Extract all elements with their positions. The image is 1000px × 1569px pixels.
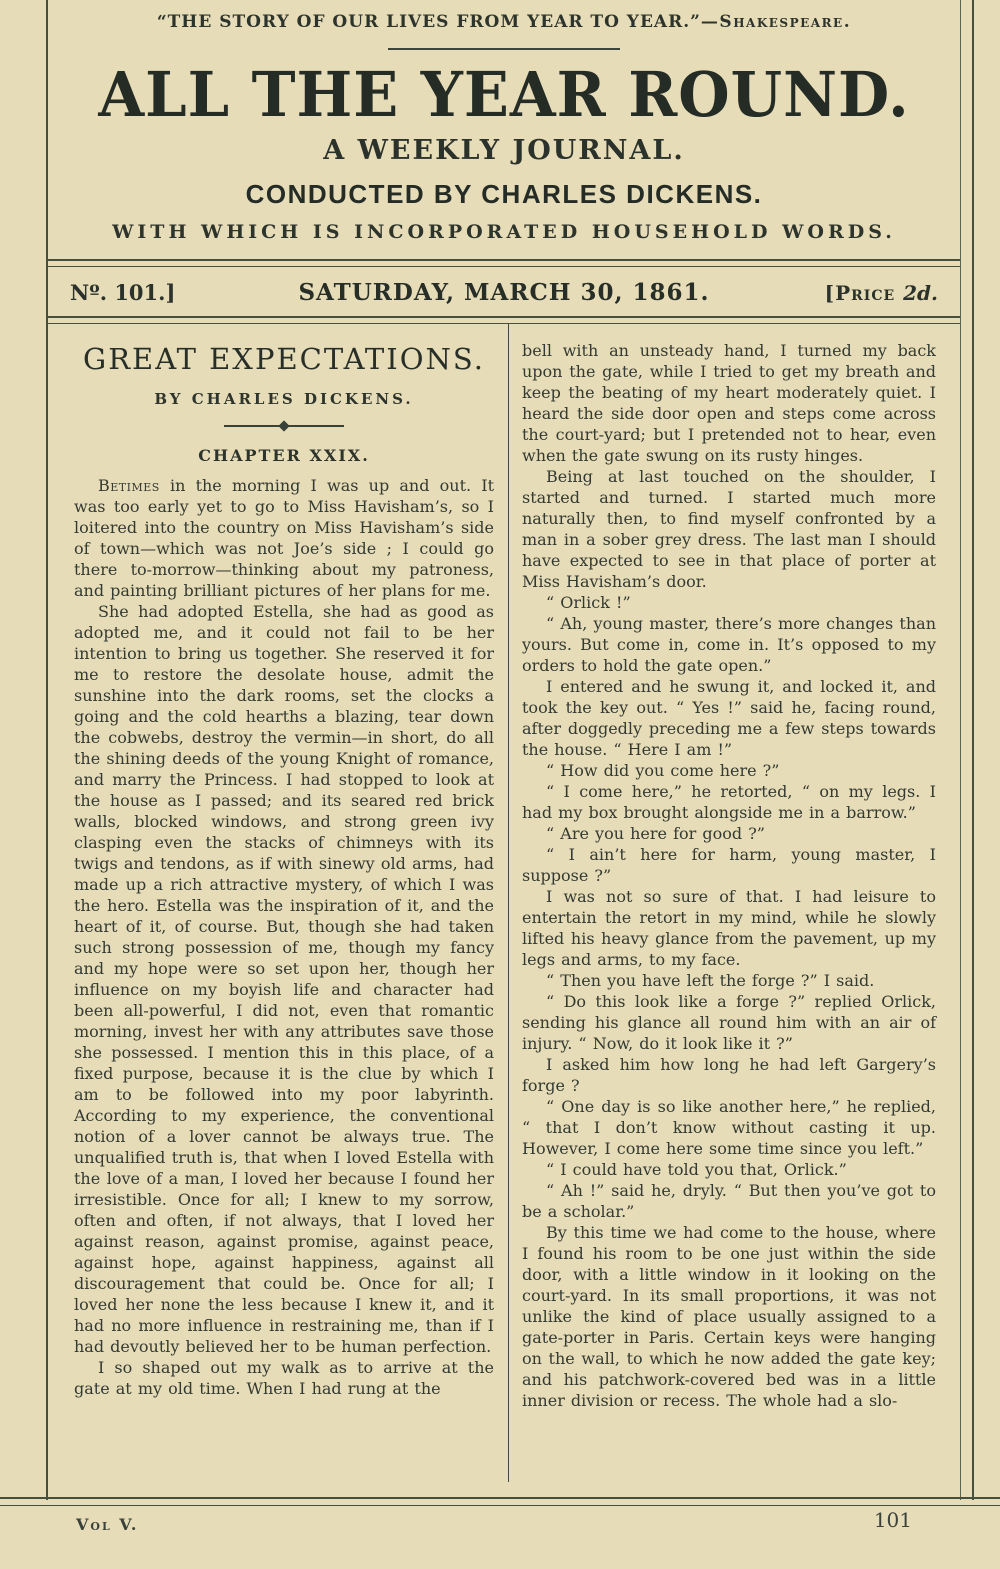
page-content <box>48 0 960 1482</box>
body-paragraph: “ One day is so like another here,” he replied, “ that I don’t know without casting it up. However, I come here some time since you left.” <box>522 1097 936 1158</box>
journal-subtitle: A WEEKLY JOURNAL. <box>323 135 685 166</box>
body-paragraph: bell with an unsteady hand, I turned my back upon the gate, while I tried to get my breath and keep the beating of my heart moderately quiet. I heard the side door open and steps come across the court-yard; but I pretended not to hear, even when the gate swung on its rusty hinges. <box>522 341 936 465</box>
conducted-by-line: CONDUCTED BY CHARLES DICKENS. <box>245 179 763 209</box>
right-frame-rule-outer <box>972 0 974 1500</box>
body-paragraph: “ Then you have left the forge ?” I said. <box>546 971 875 990</box>
price-value: 2d. <box>903 281 938 305</box>
issue-number: Nº. 101.] <box>70 280 176 305</box>
ornament-bar-left <box>224 425 282 427</box>
left-column-text <box>74 475 494 1399</box>
article-title: GREAT EXPECTATIONS. <box>83 342 485 376</box>
dateline <box>48 267 960 316</box>
diamond-icon <box>278 420 289 431</box>
body-paragraph: “ Ah !” said he, dryly. “ But then you’ve got to be a scholar.” <box>522 1181 936 1221</box>
right-frame-rule-inner <box>960 0 961 1500</box>
diamond-ornament <box>224 422 344 430</box>
footer-volume: Vol V. <box>76 1515 139 1534</box>
issue-date: SATURDAY, MARCH 30, 1861. <box>298 279 710 306</box>
body-paragraph: “ I could have told you that, Orlick.” <box>546 1160 847 1179</box>
ornament-bar-right <box>286 425 344 427</box>
right-column <box>508 324 960 1482</box>
price-label: [Price <box>824 281 904 305</box>
dateline-bottom-rule <box>48 316 960 324</box>
body-paragraph: I asked him how long he had left Gargery’s forge ? <box>522 1055 936 1095</box>
dateline-top-rule <box>48 259 960 267</box>
body-paragraph: “ Orlick !” <box>546 593 631 612</box>
body-paragraph: Betimes in the morning I was up and out. It was too early yet to go to Miss Havisham’s, so I loitered into the country on Miss Havisham’s side of town—which was not Joe’s side ; I could go there to-morrow—thinking about my patroness, and painting brilliant pictures of her plans for me. <box>74 476 494 600</box>
body-paragraph: “ Are you here for good ?” <box>546 824 765 843</box>
chapter-heading: CHAPTER XXIX. <box>198 446 370 465</box>
body-paragraph: I was not so sure of that. I had leisure to entertain the retort in my mind, while he slowly lifted his heavy glance from the pavement, up my legs and arms, to my face. <box>522 887 936 969</box>
body-paragraph: Being at last touched on the shoulder, I started and turned. I started much more naturally then, to find myself confronted by a man in a sober grey dress. The last man I should have expected to see in that place of porter at Miss Havisham’s door. <box>522 467 936 591</box>
body-paragraph: By this time we had come to the house, where I found his room to be one just within the side door, with a little window in it looking on the court-yard. In its small proportions, it was not unlike the kind of place usually assigned to a gate-porter in Paris. Certain keys were hanging on the wall, to which he now added the gate key; and his patchwork-covered bed was in a little inner division or recess. The whole had a slo- <box>522 1223 936 1410</box>
footer-page-number: 101 <box>873 1508 912 1532</box>
quote-attribution: —Shakespeare. <box>700 12 852 32</box>
journal-title: ALL THE YEAR ROUND. <box>98 58 910 131</box>
issue-price <box>768 281 938 305</box>
body-paragraph: “ I ain’t here for harm, young master, I suppose ?” <box>522 845 936 885</box>
quote-text: “THE STORY OF OUR LIVES FROM YEAR TO YEAR.” <box>156 12 701 32</box>
body-paragraph: “ How did you come here ?” <box>546 761 780 780</box>
body-paragraph: “ Do this look like a forge ?” replied Orlick, sending his glance all round him with an air of injury. “ Now, do it look like it ?” <box>522 992 936 1053</box>
paragraph-lead: Betimes <box>98 476 160 495</box>
body-paragraph: “ Ah, young master, there’s more changes than yours. But come in, come in. It’s opposed to my orders to hold the gate open.” <box>522 614 936 675</box>
masthead-short-rule <box>388 48 620 50</box>
incorporated-line: WITH WHICH IS INCORPORATED HOUSEHOLD WORDS. <box>112 221 896 243</box>
article-byline: BY CHARLES DICKENS. <box>154 390 414 408</box>
footer-rule <box>0 1497 1000 1506</box>
right-column-text <box>522 340 936 1411</box>
body-paragraph: I so shaped out my walk as to arrive at the gate at my old time. When I had rung at the <box>74 1358 494 1398</box>
masthead-quote <box>48 0 960 32</box>
body-paragraph: “ I come here,” he retorted, “ on my legs. I had my box brought alongside me in a barrow.” <box>522 782 936 822</box>
left-column <box>48 324 508 1482</box>
article-columns <box>48 324 960 1482</box>
body-paragraph: She had adopted Estella, she had as good as adopted me, and it could not fail to be her intention to bring us together. She reserved it for me to restore the desolate house, admit the sunshine into the dark rooms, set the clocks a going and the cold hearths a blazing, tear down the cobwebs, destroy the vermin—in short, do all the shining deeds of the young Knight of romance, and marry the Princess. I had stopped to look at the house as I passed; and its seared red brick walls, blocked windows, and strong green ivy clasping even the stacks of chimneys with its twigs and tendons, as if with sinewy old arms, had made up a rich attractive mystery, of which I was the hero. Estella was the inspiration of it, and the heart of it, of course. But, though she had taken such strong possession of me, though my fancy and my hope were so set upon her, though her influence on my boyish life and character had been all-powerful, I did not, even that romantic morning, invest her with any attributes save those she possessed. I mention this in this place, of a fixed purpose, because it is the clue by which I am to be followed into my poor labyrinth. According to my experience, the conventional notion of a lover cannot be always true. The unqualified truth is, that when I loved Estella with the love of a man, I loved her because I found her irresistible. Once for all; I knew to my sorrow, often and often, if not always, that I loved her against reason, against promise, against peace, against hope, against happiness, against all discouragement that could be. Once for all; I loved her none the less because I knew it, and it had no more influence in restraining me, than if I had devoutly believed her to be human perfection. <box>74 602 494 1356</box>
body-paragraph: I entered and he swung it, and locked it, and took the key out. “ Yes !” said he, facing round, after doggedly preceding me a few steps towards the house. “ Here I am !” <box>522 677 936 759</box>
